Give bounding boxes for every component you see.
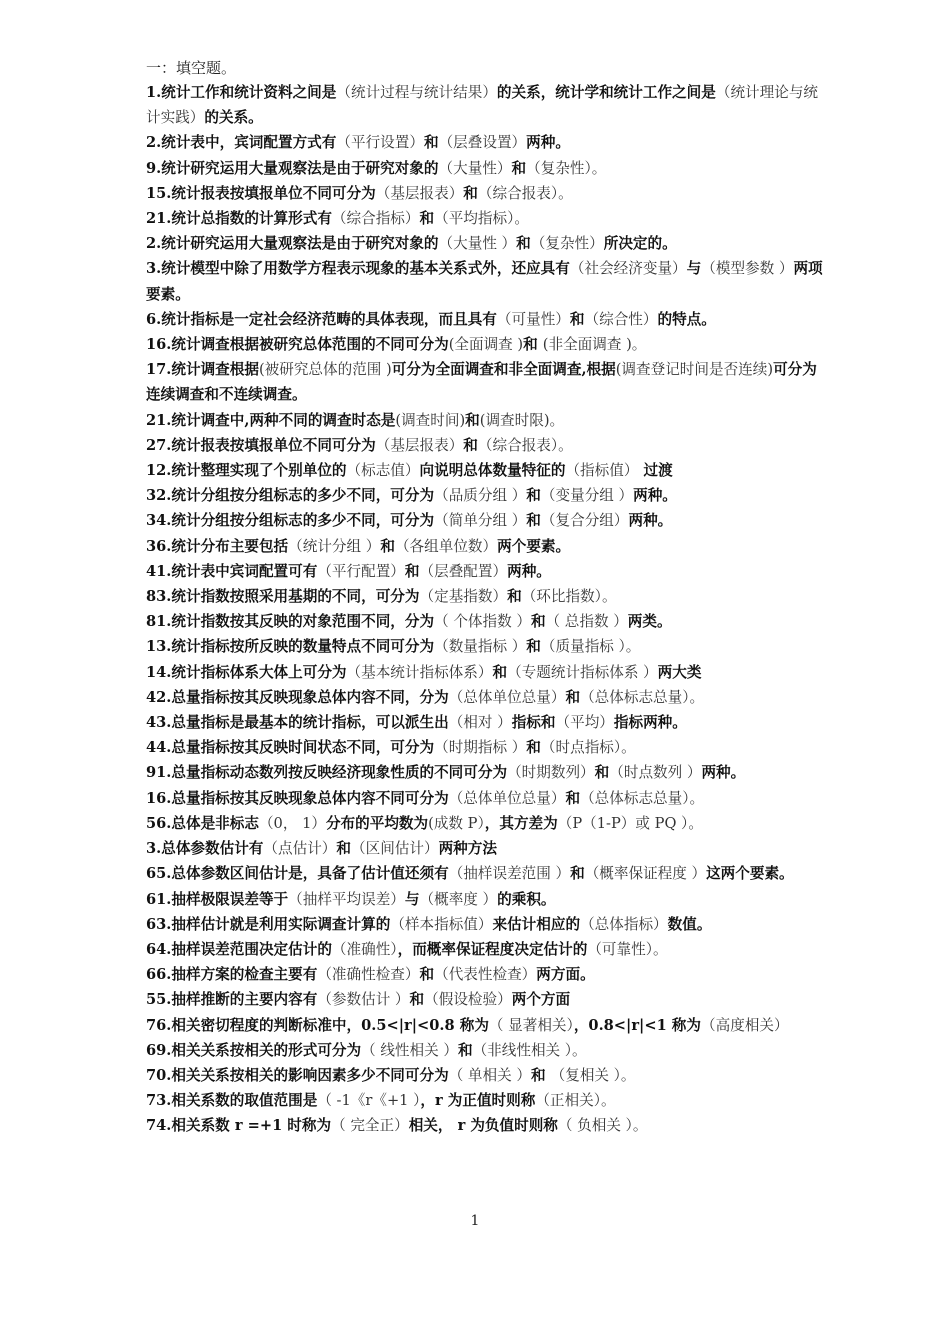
question-text: 过渡 [638, 462, 673, 480]
answer-text: （准确性） [331, 940, 398, 958]
answer-text: （综合报表）。 [477, 436, 573, 454]
question-item [146, 710, 826, 735]
answer-text: （复杂性）。 [526, 159, 607, 177]
answer-text: （概率保证程度 ） [584, 865, 707, 883]
question-text: 13.统计指标按所反映的数量特点不同可分为 [146, 638, 435, 656]
answer-text: （ -1《r《+1 ） [317, 1092, 421, 1110]
answer-text: （总体指标） [580, 915, 668, 933]
answer-text: （可靠性）。 [587, 940, 668, 958]
question-item [146, 609, 826, 634]
question-text: ，r 为正值时则称 [420, 1092, 536, 1110]
question-text: 可分为全面调查和非全面调查,根据 [391, 361, 616, 379]
question-text: 36.统计分布主要包括 [146, 537, 289, 555]
question-text: 与 [404, 890, 420, 908]
answer-text: （ 完全正） [331, 1117, 409, 1135]
question-item [146, 307, 826, 332]
question-text: 和 [594, 764, 610, 782]
answer-text: （假设检验） [424, 991, 512, 1009]
question-text: ，0.8<|r|<1 称为 [573, 1016, 701, 1034]
question-text: 63.抽样估计就是利用实际调查计算的 [146, 915, 391, 933]
question-text: 64.抽样误差范围决定估计的 [146, 940, 332, 958]
question-text: 和 [526, 512, 541, 530]
question-text: 16.统计调查根据被研究总体范围的不同可分为 [146, 336, 449, 354]
question-text: 44.总量指标按其反映时间状态不同，可分为 [146, 739, 435, 757]
question-text: 21.统计总指数的计算形式有 [146, 210, 332, 228]
question-item [146, 735, 826, 760]
answer-text: （ 显著相关） [488, 1016, 574, 1034]
question-text: 32.统计分组按分组标志的多少不同，可分为 [146, 487, 435, 505]
question-item [146, 861, 826, 886]
question-item [146, 156, 826, 181]
answer-text: （专题统计指标体系 ） [507, 663, 658, 681]
answer-text: （抽样误差范围 ） [448, 865, 571, 883]
answer-text: (成数 P） [428, 814, 485, 832]
question-text: 34.统计分组按分组标志的多少不同，可分为 [146, 512, 435, 530]
answer-text: （复杂性） [530, 235, 604, 253]
question-text: 两种。 [507, 562, 551, 580]
answer-text: （环比指数）。 [521, 588, 617, 606]
question-text: 和 [530, 1066, 551, 1084]
answer-text: （ 个体指数 ） [434, 613, 531, 631]
question-item [146, 534, 826, 559]
question-text: 和 [457, 1041, 473, 1059]
answer-text: （总体标志总量）。 [580, 789, 705, 807]
question-text: 和 [526, 739, 541, 757]
question-text: 和 [465, 411, 480, 429]
answer-text: （质量指标 ）。 [540, 638, 641, 656]
answer-text: （平行配置） [317, 562, 405, 580]
answer-text: （正相关）。 [535, 1092, 616, 1110]
question-text: 与 [686, 260, 702, 278]
question-text: 43.总量指标是最基本的统计指标，可以派生出 [146, 714, 449, 732]
question-text: 和 [336, 840, 351, 858]
answer-text: （综合指标） [331, 210, 420, 228]
question-text: 两大类 [657, 663, 702, 681]
question-text: 和 [463, 436, 478, 454]
section-title: 一：填空题。 [146, 59, 237, 77]
question-item [146, 130, 826, 155]
question-text: 数值。 [667, 915, 712, 933]
answer-text: （点估计） [263, 840, 337, 858]
question-item [146, 408, 826, 433]
question-item [146, 584, 826, 609]
question-text: 的乘积。 [497, 890, 556, 908]
question-text: 83.统计指数按照采用基期的不同，可分为 [146, 588, 420, 606]
question-text: 和 [409, 991, 425, 1009]
question-text: 66.抽样方案的检查主要有 [146, 966, 318, 984]
question-text: 21.统计调查中,两种不同的调查时态是 [146, 411, 396, 429]
question-text: ，而概率保证程度决定估计的 [397, 940, 588, 958]
question-text: 和 [507, 588, 522, 606]
answer-text: （层叠设置） [438, 134, 527, 152]
question-text: 和 [570, 865, 585, 883]
answer-text: （抽样平均误差） [288, 890, 405, 908]
question-text: 27.统计报表按填报单位不同可分为 [146, 436, 376, 454]
answer-text: （统计分组 ） [288, 537, 381, 555]
question-text: 所决定的。 [603, 235, 677, 253]
question-text: 和 [565, 789, 581, 807]
answer-text: （大量性 ） [438, 235, 517, 253]
question-item [146, 433, 826, 458]
question-item [146, 206, 826, 231]
question-item [146, 181, 826, 206]
answer-text: (调查时间) [395, 411, 466, 429]
answer-text: （总体单位总量） [448, 789, 566, 807]
question-text: 相关， r 为负值时则称 [408, 1117, 558, 1135]
question-text: 来估计相应的 [492, 915, 581, 933]
question-item [146, 1013, 826, 1038]
question-text: 和 [423, 134, 439, 152]
question-text: 和 [492, 663, 508, 681]
question-text: ，其方差为 [484, 814, 558, 832]
answer-text: （基层报表） [375, 436, 464, 454]
answer-text: （ 线性相关 ） [361, 1041, 458, 1059]
page-number: 1 [470, 1213, 480, 1229]
question-item [146, 760, 826, 785]
question-text: 和 [526, 638, 541, 656]
answer-text: （时期指标 ） [434, 739, 527, 757]
question-list [146, 56, 826, 1139]
question-text: 这两个要素。 [706, 865, 794, 883]
question-text: 6.统计指标是一定社会经济范畴的具体表现，而且具有 [146, 310, 497, 328]
question-text: 9.统计研究运用大量观察法是由于研究对象的 [146, 159, 439, 177]
answer-text: （时点指标）。 [540, 739, 636, 757]
question-text: 74.相关系数 r =+1 时称为 [146, 1117, 332, 1135]
answer-text: （准确性检查） [317, 966, 420, 984]
question-text: 16.总量指标按其反映现象总体内容不同可分为 [146, 789, 449, 807]
answer-text: （基层报表） [375, 184, 464, 202]
question-text: 15.统计报表按填报单位不同可分为 [146, 184, 376, 202]
question-text: 61.抽样极限误差等于 [146, 890, 289, 908]
question-text: 73.相关系数的取值范围是 [146, 1092, 318, 1110]
question-item [146, 836, 826, 861]
question-text: 的关系，统计学和统计工作之间是 [496, 84, 716, 101]
question-text: 和 [380, 537, 395, 555]
question-text: 3.统计模型中除了用数学方程表示现象的基本关系式外，还应具有 [146, 260, 570, 278]
question-text: 41.统计表中宾词配置可有 [146, 562, 318, 580]
question-text: 指标两种。 [613, 714, 687, 732]
answer-text: （0， 1） [258, 814, 326, 832]
answer-text: （非线性相关 ）。 [472, 1041, 587, 1059]
answer-text: （高度相关） [701, 1016, 789, 1034]
question-text: 指标和 [511, 714, 556, 732]
question-text: 65.总体参数区间估计是，具备了估计值还须有 [146, 865, 449, 883]
question-text: 1.统计工作和统计资料之间是 [146, 84, 337, 101]
question-text: 和 [516, 235, 531, 253]
question-item [146, 332, 826, 357]
answer-text: (被研究总体的范围 ) [258, 361, 392, 379]
answer-text: （层叠配置） [419, 562, 508, 580]
answer-text: （P（1-P）或 PQ ）。 [557, 814, 703, 832]
answer-text: （各组单位数） [394, 537, 498, 555]
answer-text: （统计过程与统计结果） [336, 84, 497, 101]
answer-text: （平均） [555, 714, 614, 732]
answer-text: (全面调查 ) [448, 336, 524, 354]
question-item [146, 1088, 826, 1113]
answer-text: （社会经济变量） [569, 260, 687, 278]
question-text: 和 [404, 562, 420, 580]
question-item [146, 887, 826, 912]
answer-text: （标志值） [346, 462, 420, 480]
answer-text: （区间估计） [351, 840, 439, 858]
answer-text: （复相关 ）。 [550, 1066, 636, 1084]
answer-text: （时点数列 ） [609, 764, 702, 782]
question-item [146, 1038, 826, 1063]
question-item [146, 559, 826, 584]
answer-text: （概率度 ） [419, 890, 498, 908]
answer-text: （定基指数） [419, 588, 508, 606]
question-item [146, 231, 826, 256]
question-text: 17.统计调查根据 [146, 361, 259, 379]
question-text: 两方面。 [536, 966, 595, 984]
question-text: 和 [565, 688, 581, 706]
answer-text: （代表性检查） [434, 966, 537, 984]
question-text: 和 [419, 210, 435, 228]
question-item [146, 256, 826, 306]
question-text: 的关系。 [204, 109, 263, 127]
question-item [146, 962, 826, 987]
question-text: 70.相关关系按相关的影响因素多少不同可分为 [146, 1066, 449, 1084]
question-text: 和 [463, 184, 478, 202]
answer-text: （品质分组 ） [434, 487, 527, 505]
question-item [146, 685, 826, 710]
question-text: 55.抽样推断的主要内容有 [146, 991, 318, 1009]
question-item [146, 458, 826, 483]
question-text: 两类。 [627, 613, 672, 631]
question-item [146, 1063, 826, 1088]
question-text: 2.统计研究运用大量观察法是由于研究对象的 [146, 235, 439, 253]
question-text: 91.总量指标动态数列按反映经济现象性质的不同可分为 [146, 764, 508, 782]
answer-text: （参数估计 ） [317, 991, 410, 1009]
question-text: 3.总体参数估计有 [146, 840, 264, 858]
question-text: 和 [511, 159, 527, 177]
question-text: 两种。 [633, 487, 677, 505]
answer-text: （复合分组） [540, 512, 629, 530]
question-text: 两种。 [526, 134, 570, 152]
question-item [146, 811, 826, 836]
answer-text: （变量分组 ） [540, 487, 634, 505]
answer-text: （综合性） [584, 310, 658, 328]
question-text: 和 [530, 613, 546, 631]
question-text: 两个方面 [511, 991, 571, 1009]
question-text: 42.总量指标按其反映现象总体内容不同，分为 [146, 688, 449, 706]
question-text: 分布的平均数为 [325, 814, 429, 832]
answer-text: （指标值） [565, 462, 639, 480]
question-text: 的特点。 [657, 310, 716, 328]
answer-text: （统计理论与统计实践） [146, 84, 819, 127]
question-text: 12.统计整理实现了个别单位的 [146, 462, 347, 480]
answer-text: （简单分组 ） [434, 512, 527, 530]
answer-text: （数量指标 ） [434, 638, 527, 656]
question-text: 和 [569, 310, 585, 328]
question-text: 和 [419, 966, 435, 984]
items-container [146, 80, 826, 1139]
question-text: 2.统计表中，宾词配置方式有 [146, 134, 337, 152]
question-text: 两个要素。 [497, 537, 571, 555]
answer-text: （基本统计指标体系） [346, 663, 493, 681]
question-item [146, 508, 826, 533]
answer-text: （ 负相关 ）。 [557, 1117, 648, 1135]
answer-text: （时期数列） [507, 764, 595, 782]
question-item [146, 1113, 826, 1138]
answer-text: （总体单位总量） [448, 688, 566, 706]
answer-text: （综合报表）。 [477, 184, 573, 202]
question-text: 14.统计指标体系大体上可分为 [146, 663, 347, 681]
question-item [146, 80, 826, 130]
question-item [146, 634, 826, 659]
question-item [146, 937, 826, 962]
answer-text: (非全面调查 )。 [542, 336, 647, 354]
answer-text: （总体标志总量）。 [580, 688, 705, 706]
answer-text: (调查时限)。 [479, 411, 565, 429]
answer-text: （样本指标值） [390, 915, 493, 933]
answer-text: （平行设置） [336, 134, 424, 152]
question-text: 和 [523, 336, 543, 354]
question-item [146, 357, 826, 407]
question-text: 两种。 [701, 764, 746, 782]
question-text: 76.相关密切程度的判断标准中，0.5<|r|<0.8 称为 [146, 1016, 489, 1034]
answer-text: （大量性） [438, 159, 512, 177]
question-text: 可分为连续调查和不连续调查。 [146, 361, 817, 404]
answer-text: （ 单相关 ） [448, 1066, 531, 1084]
question-text: 69.相关关系按相关的形式可分为 [146, 1041, 362, 1059]
answer-text: （ 总指数 ） [545, 613, 628, 631]
answer-text: (调查登记时间是否连续) [615, 361, 774, 379]
answer-text: （相对 ） [448, 714, 512, 732]
question-text: 两种方法 [438, 840, 497, 858]
question-text: 和 [526, 487, 541, 505]
question-item [146, 483, 826, 508]
question-text: 两项要素。 [146, 260, 823, 303]
question-item [146, 660, 826, 685]
answer-text: （平均指标）。 [434, 210, 529, 228]
question-text: 向说明总体数量特征的 [419, 462, 566, 480]
question-text: 56.总体是非标志 [146, 814, 259, 832]
question-text: 81.统计指数按其反映的对象范围不同，分为 [146, 613, 435, 631]
answer-text: （模型参数 ） [701, 260, 794, 278]
question-text: 两种。 [628, 512, 673, 530]
question-item [146, 912, 826, 937]
answer-text: （可量性） [496, 310, 570, 328]
question-item [146, 786, 826, 811]
question-item [146, 987, 826, 1012]
